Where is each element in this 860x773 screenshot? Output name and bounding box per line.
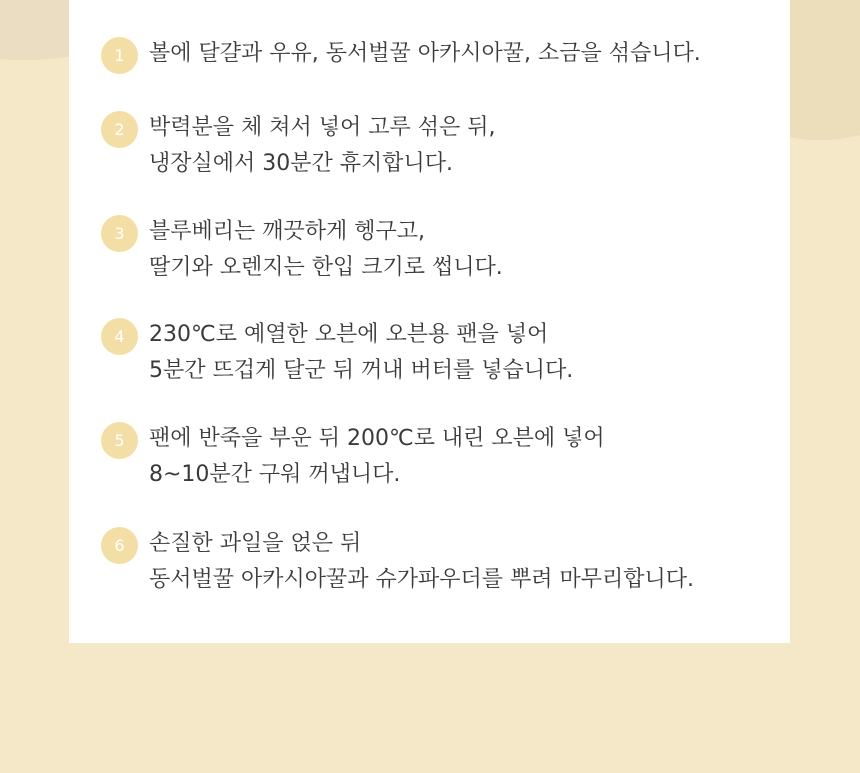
step-number-badge: 1: [101, 37, 138, 74]
step-number-badge: 3: [101, 215, 138, 252]
step-line: 동서벌꿀 아카시아꿀과 슈가파우더를 뿌려 마무리합니다.: [149, 567, 695, 592]
step-line: 손질한 과일을 얹은 뒤: [149, 531, 362, 556]
step-text: [149, 36, 701, 72]
step-number-badge: 2: [101, 111, 138, 148]
recipe-steps-panel: [69, 0, 790, 643]
step-line: 230℃로 예열한 오븐에 오븐용 팬을 넣어: [149, 322, 549, 347]
step-line: 팬에 반죽을 부운 뒤 200℃로 내린 오븐에 넣어: [149, 426, 605, 451]
step-line: 5분간 뜨겁게 달군 뒤 꺼내 버터를 넣습니다.: [149, 358, 574, 383]
step-text: [149, 214, 503, 286]
step-line: 딸기와 오렌지는 한입 크기로 썹니다.: [149, 255, 503, 280]
recipe-step-6: [101, 526, 771, 598]
step-number-badge: 4: [101, 318, 138, 355]
step-line: 8~10분간 구워 꺼냅니다.: [149, 462, 401, 487]
step-line: 볼에 달걀과 우유, 동서벌꿀 아카시아꿀, 소금을 섞습니다.: [149, 41, 701, 66]
step-text: [149, 526, 694, 598]
recipe-step-3: [101, 214, 771, 286]
recipe-step-4: [101, 317, 771, 389]
recipe-step-1: [101, 36, 771, 74]
step-line: 냉장실에서 30분간 휴지합니다.: [149, 151, 453, 176]
step-text: [149, 317, 573, 389]
step-line: 블루베리는 깨끗하게 헹구고,: [149, 219, 426, 244]
recipe-step-2: [101, 110, 771, 182]
step-text: [149, 110, 495, 182]
recipe-step-5: [101, 421, 771, 493]
step-text: [149, 421, 605, 493]
step-number-badge: 5: [101, 422, 138, 459]
step-line: 박력분을 체 쳐서 넣어 고루 섞은 뒤,: [149, 115, 496, 140]
step-number-badge: 6: [101, 527, 138, 564]
